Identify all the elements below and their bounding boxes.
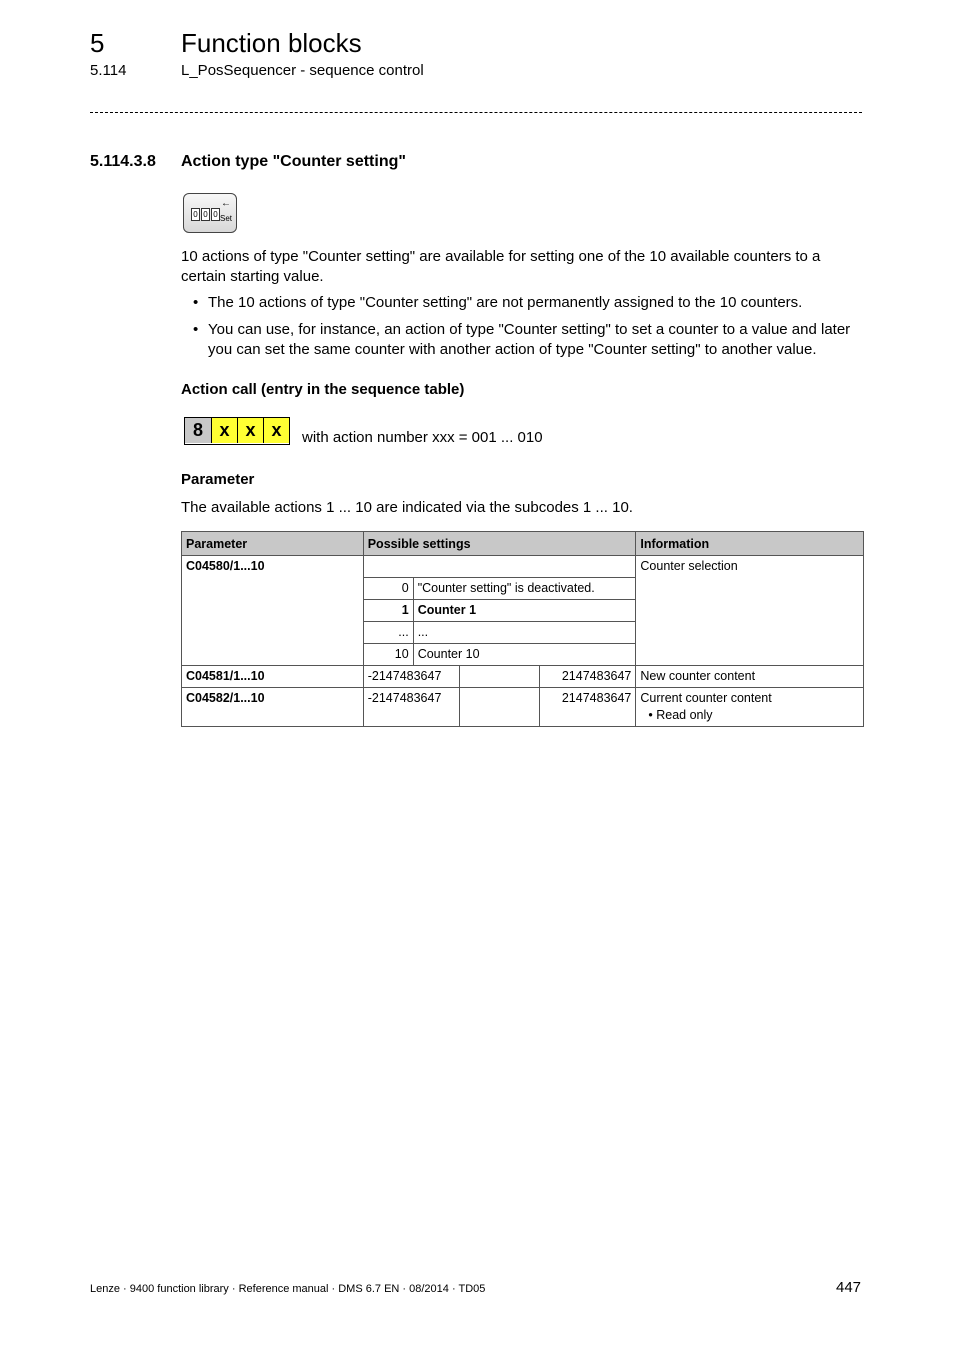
list-item — [193, 293, 863, 313]
icon-digit: 0 — [211, 208, 220, 221]
parameter-info: Counter selection — [636, 556, 864, 666]
setting-min: -2147483647 — [363, 666, 459, 688]
setting-value: 0 — [363, 578, 413, 600]
table-row — [182, 666, 864, 688]
parameter-table — [181, 531, 864, 727]
setting-label: Counter 10 — [413, 644, 636, 666]
subsection-title: Action type "Counter setting" — [181, 153, 406, 170]
intro-paragraph: 10 actions of type "Counter setting" are available for setting one of the 10 available counters to a certain starting value. — [181, 248, 821, 285]
table-header-row — [182, 532, 864, 556]
parameter-code: C04580/1...10 — [182, 556, 364, 666]
action-code-description: with action number xxx = 001 ... 010 — [302, 429, 543, 446]
page-number: 447 — [836, 1279, 862, 1296]
read-only-note: • Read only — [648, 708, 713, 722]
setting-value: 1 — [363, 600, 413, 622]
parameter-text: The available actions 1 ... 10 are indicated via the subcodes 1 ... 10. — [181, 499, 633, 516]
setting-unit — [459, 666, 540, 688]
icon-digit: 0 — [191, 208, 200, 221]
setting-label: Counter 1 — [413, 600, 636, 622]
counter-setting-icon — [183, 193, 237, 233]
bullet-glyph: • — [193, 321, 199, 338]
setting-min: -2147483647 — [363, 688, 459, 727]
parameter-info: New counter content — [636, 666, 864, 688]
footer-document-info: Lenze · 9400 function library · Reference manual · DMS 6.7 EN · 08/2014 · TD05 — [90, 1283, 486, 1295]
parameter-code: C04582/1...10 — [182, 688, 364, 727]
arrow-left-icon: ← — [221, 198, 231, 209]
chapter-title: Function blocks — [181, 28, 362, 58]
action-code-cell: x — [237, 418, 263, 443]
table-row — [182, 688, 864, 727]
column-header: Parameter — [182, 532, 364, 556]
subsection-number: 5.114.3.8 — [90, 153, 156, 170]
list-item — [193, 320, 863, 360]
action-code-cell: 8 — [185, 418, 211, 443]
action-code-cell: x — [263, 418, 289, 443]
setting-label: "Counter setting" is deactivated. — [413, 578, 636, 600]
parameter-info-cell — [636, 688, 864, 727]
setting-unit — [459, 688, 540, 727]
action-code-box — [184, 417, 290, 445]
settings-spacer — [363, 556, 636, 578]
setting-value: 10 — [363, 644, 413, 666]
action-call-heading: Action call (entry in the sequence table) — [181, 381, 465, 398]
icon-digit: 0 — [201, 208, 210, 221]
section-number: 5.114 — [90, 62, 127, 79]
chapter-number: 5 — [90, 28, 105, 58]
column-header: Information — [636, 532, 864, 556]
bullet-glyph: • — [193, 294, 199, 311]
bullet-text: The 10 actions of type "Counter setting" are not permanently assigned to the 10 counters. — [208, 294, 803, 311]
header-divider — [90, 112, 862, 113]
parameter-info: Current counter content — [640, 691, 772, 705]
column-header: Possible settings — [363, 532, 636, 556]
setting-max: 2147483647 — [540, 688, 636, 727]
action-code-cell: x — [211, 418, 237, 443]
setting-label: ... — [413, 622, 636, 644]
parameter-code: C04581/1...10 — [182, 666, 364, 688]
parameter-heading: Parameter — [181, 471, 255, 488]
table-row — [182, 556, 864, 578]
setting-max: 2147483647 — [540, 666, 636, 688]
section-title: L_PosSequencer - sequence control — [181, 62, 424, 79]
bullet-text: You can use, for instance, an action of type "Counter setting" to set a counter to a value and later you can set the same counter with another action of type "Counter setting" to another value. — [208, 321, 851, 358]
icon-set-label: Set — [220, 214, 233, 223]
setting-value: ... — [363, 622, 413, 644]
